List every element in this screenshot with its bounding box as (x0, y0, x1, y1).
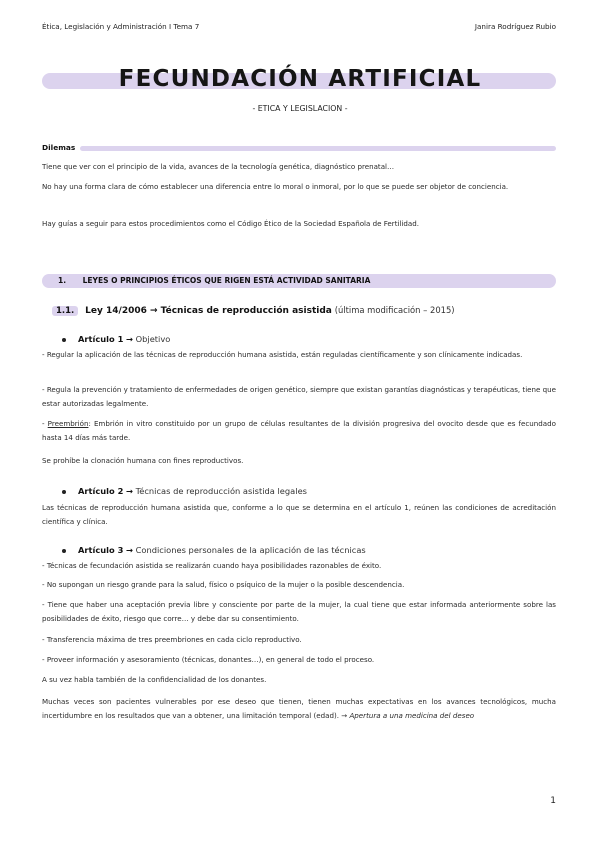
subsection-number: 1.1. (52, 306, 78, 316)
article-desc: Técnicas de reproducción asistida legales (135, 486, 307, 496)
subsection-title: Ley 14/2006 → Técnicas de reproducción asistida (85, 306, 332, 316)
article-label: Artículo 1 (78, 334, 124, 344)
arrow-icon: → (126, 334, 133, 344)
bullet-icon (62, 338, 66, 342)
section-number: 1. (58, 276, 67, 285)
subsection-heading (52, 305, 455, 316)
article-1-line: - Regula la prevención y tratamiento de enfermedades de origen genético, siempre que existan garantías diagnósticas y terapéuticas, tiene que estar autorizadas legalmente. (42, 385, 557, 408)
article-1-line: - Regular la aplicación de las técnicas de reproducción humana asistida, están reguladas científicamente y son clínicamente indicadas. (42, 350, 523, 359)
confidencialidad-text: A su vez habla también de la confidencialidad de los donantes. (42, 675, 267, 684)
article-2-heading (62, 486, 307, 496)
arrow-icon: → (126, 486, 133, 496)
page-number: 1 (550, 796, 556, 806)
preembrion-term: Preembrión (47, 419, 89, 428)
article-3-heading (62, 545, 366, 555)
bullet-icon (62, 490, 66, 494)
dilemas-paragraph: Hay guías a seguir para estos procedimientos como el Código Ético de la Sociedad Española de Fertilidad. (42, 219, 420, 228)
article-3-line: - Técnicas de fecundación asistida se realizarán cuando haya posibilidades razonables de éxito. (42, 561, 382, 570)
article-3-line: - No supongan un riesgo grande para la salud, físico o psíquico de la mujer o la posible descendencia. (42, 580, 405, 589)
subsection-note: (última modificación – 2015) (334, 305, 455, 315)
article-1-heading (62, 334, 170, 344)
dilemas-heading: Dilemas (42, 143, 79, 152)
preembrion-definition: - Preembrión: Embrión in vitro constituido por un grupo de células resultantes de la división progresiva del ovocito desde que es fecundado hasta 14 días más tarde. (42, 419, 556, 442)
article-3-line: - Tiene que haber una aceptación previa libre y consciente por parte de la mujer, la cual tiene que estar informada anteriormente sobre las posibilidades de éxito, riesgo que corre… y debe dar su consentimiento. (42, 600, 556, 623)
final-text: Muchas veces son pacientes vulnerables por ese deseo que tienen, tienen muchas expectativas en los avances tecnológicos, mucha incertidumbre en los resultados que van a obtener, una limitación temporal (edad). → (42, 697, 556, 720)
article-3-line: - Proveer información y asesoramiento (técnicas, donantes…), en general de todo el proceso. (42, 655, 375, 664)
article-3-line: - Transferencia máxima de tres preembriones en cada ciclo reproductivo. (42, 635, 302, 644)
article-desc: Objetivo (135, 334, 171, 344)
dilemas-rule (80, 146, 556, 151)
final-italic: Apertura a una medicina del deseo (349, 711, 475, 720)
article-label: Artículo 3 (78, 545, 124, 555)
arrow-icon: → (126, 545, 133, 555)
article-label: Artículo 2 (78, 486, 124, 496)
header-right: Janira Rodríguez Rubio (474, 22, 556, 31)
section-title: LEYES O PRINCIPIOS ÉTICOS QUE RIGEN ESTÁ ACTIVIDAD SANITARIA (82, 276, 371, 285)
header-left: Ética, Legislación y Administración I Tema 7 (42, 22, 200, 31)
page-subtitle: - ETICA Y LEGISLACION - (252, 104, 348, 113)
dilemas-paragraph: No hay una forma clara de cómo establecer una diferencia entre lo moral o inmoral, por lo que se puede ser objetor de conciencia. (42, 182, 509, 191)
preembrion-text: : Embrión in vitro constituido por un grupo de células resultantes de la división progresiva del ovocito desde que es fecundado hasta 14 días más tarde. (42, 419, 556, 442)
article-1-final: Se prohíbe la clonación humana con fines reproductivos. (42, 456, 244, 465)
bullet-icon (62, 549, 66, 553)
article-desc: Condiciones personales de la aplicación de las técnicas (135, 545, 366, 555)
page-title: FECUNDACIÓN ARTIFICIAL (118, 66, 482, 92)
article-2-text: Las técnicas de reproducción humana asistida que, conforme a lo que se determina en el artículo 1, reúnen las condiciones de acreditación científica y clínica. (42, 503, 556, 526)
article-3-final (42, 695, 556, 723)
section-heading (58, 276, 370, 285)
dilemas-paragraph: Tiene que ver con el principio de la vida, avances de la tecnología genética, diagnóstico prenatal… (42, 162, 395, 171)
